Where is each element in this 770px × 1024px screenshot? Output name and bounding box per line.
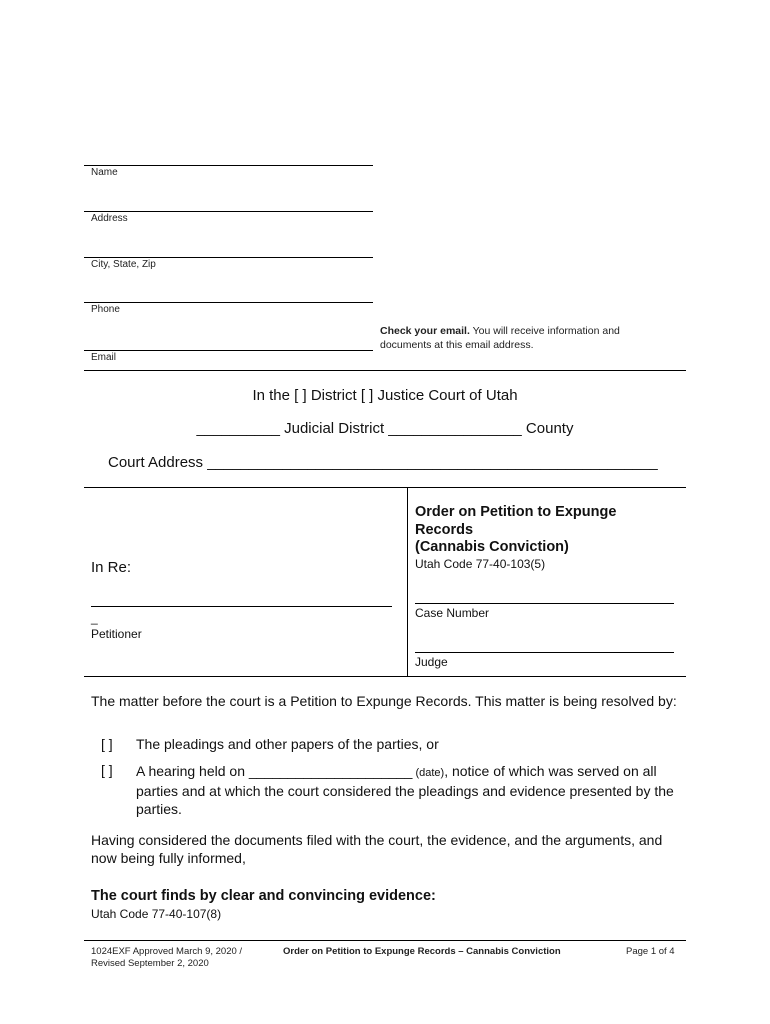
considered-paragraph: Having considered the documents filed with the court, the evidence, and the arguments, and now being fully informed,: [91, 832, 663, 866]
option-2-checkbox[interactable]: [ ]: [101, 762, 113, 778]
address-label: Address: [91, 213, 128, 224]
footer-divider: [84, 940, 686, 941]
case-number-label: Case Number: [415, 606, 490, 620]
header-divider: [84, 370, 686, 371]
judge-label: Judge: [415, 655, 448, 669]
footer-page-number: Page 1 of 4: [626, 946, 675, 957]
name-label: Name: [91, 167, 118, 178]
petitioner-label: Petitioner: [91, 627, 142, 641]
city-label: City, State, Zip: [91, 259, 156, 270]
footer-form-id: 1024EXF Approved March 9, 2020 / Revised September 2, 2020: [91, 946, 243, 969]
intro-paragraph: The matter before the court is a Petition to Expunge Records. This matter is being resolved by:: [91, 693, 677, 709]
email-note-text: You will receive information and documents at this email address.: [380, 325, 620, 351]
title-line-3: (Cannabis Conviction): [415, 539, 569, 555]
phone-label: Phone: [91, 304, 120, 315]
title-code: Utah Code 77-40-103(5): [415, 557, 546, 571]
option-1-checkbox[interactable]: [ ]: [101, 736, 113, 752]
email-label: Email: [91, 352, 117, 363]
option-1-text: The pleadings and other papers of the parties, or: [136, 736, 439, 752]
findings-heading: The court finds by clear and convincing evidence:: [91, 888, 436, 904]
petitioner-underscore: _: [91, 611, 98, 625]
option-2-date: (date): [412, 767, 445, 779]
phone-line[interactable]: [84, 302, 373, 303]
email-line[interactable]: [84, 350, 373, 351]
caption-bottom-border: [84, 676, 686, 677]
option-2-part-b: , notice of which was served on all parties and at which the court considered the pleadings and evidence presented by the parties.: [136, 763, 674, 817]
option-2-part-a: A hearing held on _____________________: [136, 763, 413, 779]
title-line-1: Order on Petition to Expunge: [415, 504, 617, 520]
in-re-label: In Re:: [91, 559, 132, 576]
caption-top-border: [84, 487, 686, 488]
court-line-1: In the [ ] District [ ] Justice Court of Utah: [252, 387, 518, 404]
case-number-line[interactable]: [415, 603, 674, 604]
court-address-line: Court Address ______________________________________________________: [108, 454, 658, 471]
court-line-2: __________ Judicial District ________________ County: [196, 420, 574, 437]
caption-divider: [407, 487, 408, 676]
name-line[interactable]: [84, 165, 373, 166]
judge-line[interactable]: [415, 652, 674, 653]
email-note: [380, 324, 660, 352]
footer-title: Order on Petition to Expunge Records – Cannabis Conviction: [283, 946, 561, 957]
address-line[interactable]: [84, 211, 373, 212]
email-note-bold: Check your email.: [380, 325, 470, 337]
document-title: [415, 504, 616, 557]
findings-code: Utah Code 77-40-107(8): [91, 907, 222, 921]
city-line[interactable]: [84, 257, 373, 258]
option-2-text: [136, 762, 681, 818]
petitioner-line[interactable]: [91, 606, 392, 607]
title-line-2: Records: [415, 521, 474, 538]
